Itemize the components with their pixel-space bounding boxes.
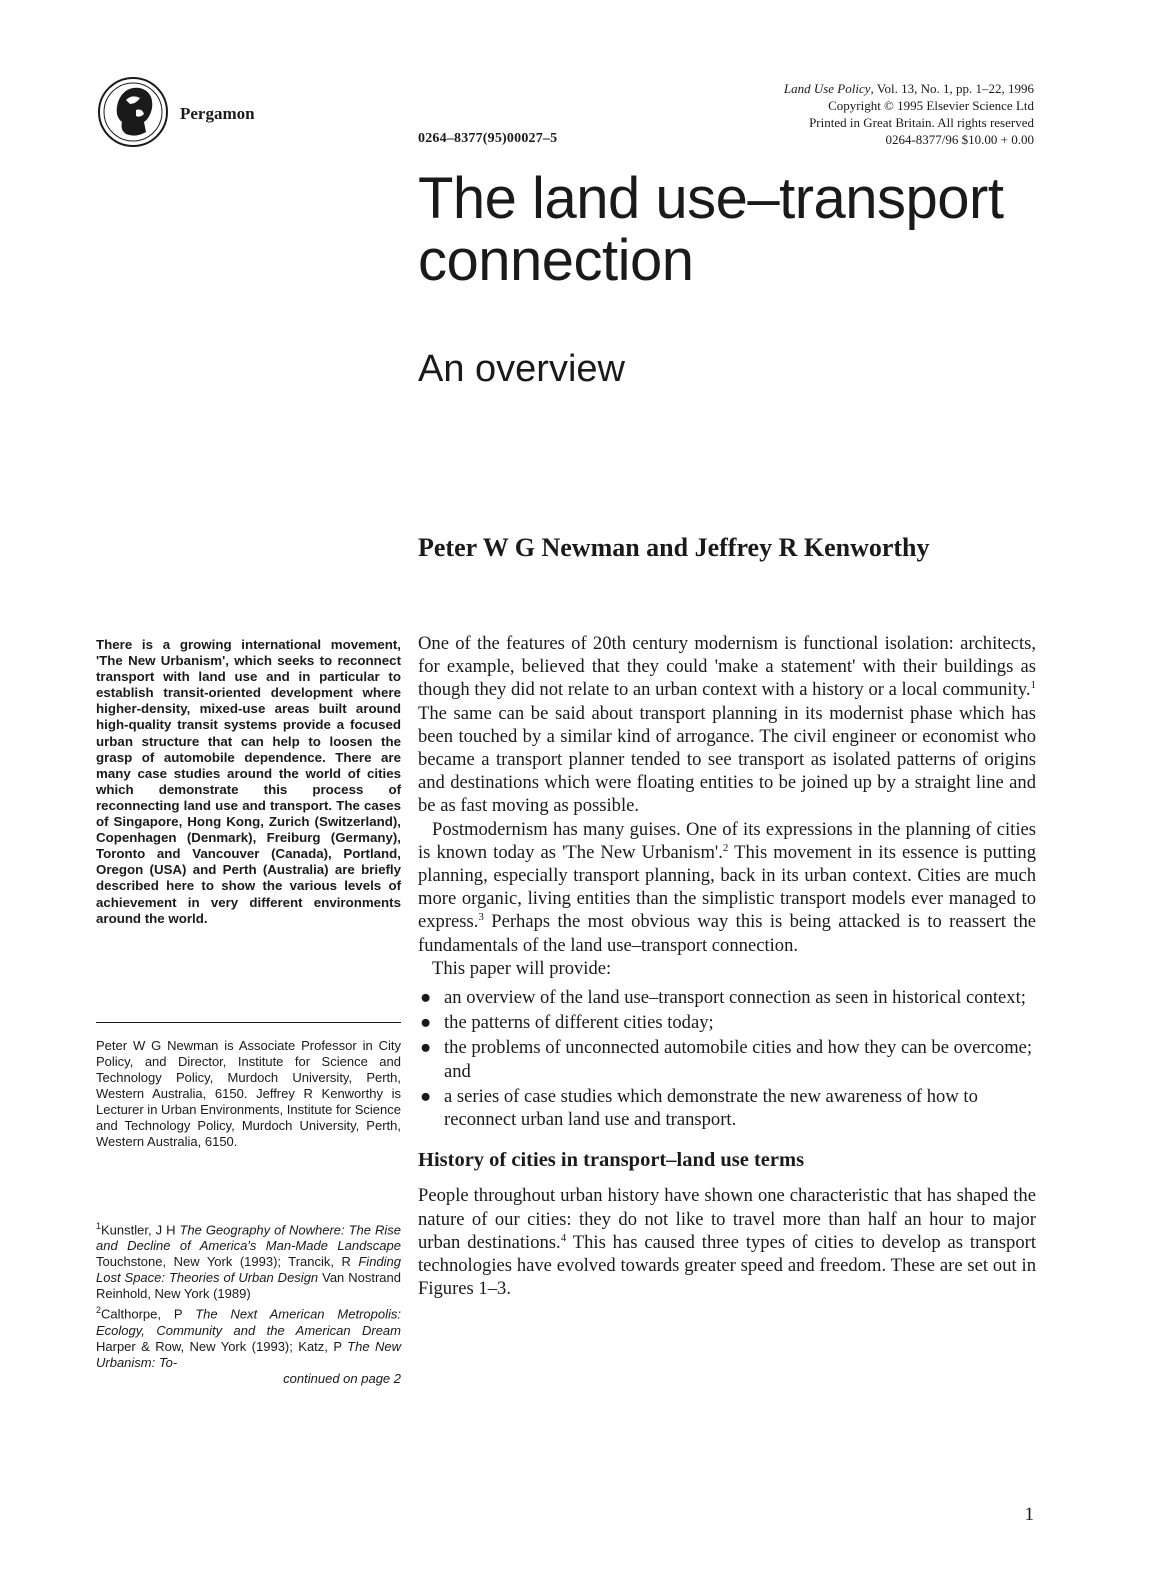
paragraph-2	[418, 818, 1036, 957]
article-subtitle: An overview	[418, 348, 625, 390]
paragraph-text: Perhaps the most obvious way this is being attacked is to reassert the fundamentals of the land use–transport connection.	[418, 911, 1036, 956]
paragraph-text: The same can be said about transport planning in its modernist phase which has been touched by a similar kind of arrogance. The civil engineer or economist who became a transport planner tended to see transport as isolated patterns of origins and destinations which were floating entities to be joined up by a straight line and be as fast moving as possible.	[418, 702, 1036, 817]
author-bio: Peter W G Newman is Associate Professor in City Policy, and Director, Institute for Science and Technology Policy, Murdoch University, Perth, Western Australia, 6150. Jeffrey R Kenworthy is Lecturer in Urban Environments, Institute for Science and Technology Policy, Murdoch University, Perth, Western Australia, 6150.	[96, 1038, 401, 1149]
footnote-book-title: The Next American Metropolis: Ecology, Community and the American Dream	[96, 1306, 401, 1338]
list-item	[418, 1011, 1036, 1034]
page-number: 1	[1024, 1504, 1034, 1525]
list-item	[418, 1036, 1036, 1082]
paragraph-text: This has caused three types of cities to develop as transport technologies have evolved towards greater speed and freedom. These are set out in Figures 1–3.	[418, 1231, 1036, 1300]
bullet-list	[418, 986, 1036, 1131]
footnote-2	[96, 1302, 401, 1386]
continued-note: continued on page 2	[283, 1370, 401, 1386]
paragraph-4	[418, 1184, 1036, 1300]
price-line: 0264-8377/96 $10.00 + 0.00	[885, 132, 1034, 147]
paragraph-1	[418, 632, 1036, 818]
list-item-text: the patterns of different cities today;	[444, 1012, 714, 1034]
bullet-icon: ●	[420, 987, 432, 1009]
footnote-ref: 1	[1030, 679, 1036, 692]
footnote-text: Calthorpe, P	[101, 1306, 196, 1322]
journal-name: Land Use Policy	[783, 81, 871, 96]
footnote-text: Touchstone, New York (1993); Trancik, R	[96, 1254, 359, 1270]
paragraph-text: People throughout urban history have shown one characteristic that has shaped the nature of our cities: they do not like to travel more than half an hour to major urban destinations.	[418, 1185, 1036, 1253]
article-doi: 0264–8377(95)00027–5	[418, 131, 558, 146]
footnote-ref: 3	[478, 911, 484, 924]
list-item	[418, 986, 1036, 1009]
section-heading: History of cities in transport–land use terms	[418, 1149, 805, 1172]
article-title: The land use–transport connection	[418, 166, 1004, 293]
publisher-logo-icon	[96, 72, 170, 152]
body-text	[418, 632, 1036, 1300]
paragraph-3: This paper will provide:	[432, 957, 612, 979]
bullet-icon: ●	[420, 1037, 432, 1059]
copyright-line: Copyright © 1995 Elsevier Science Ltd	[828, 98, 1034, 113]
paragraph-text: One of the features of 20th century modernism is functional isolation: architects, for example, believed that they could 'make a statement' with their buildings as though they did not relate to an urban context with a history or a local community.	[418, 633, 1036, 701]
footnote-number: 2	[96, 1305, 102, 1316]
footnote-book-title: The Geography of Nowhere: The Rise and Decline of America's Man-Made Landscape	[96, 1222, 401, 1254]
footnote-text: Kunstler, J H	[101, 1222, 180, 1238]
list-item-text: a series of case studies which demonstrate the new awareness of how to reconnect urban land use and transport.	[444, 1085, 978, 1131]
footnote-ref: 4	[560, 1231, 567, 1244]
publisher-name: Pergamon	[180, 104, 255, 123]
footnote-book-title: Finding Lost Space: Theories of Urban Design	[96, 1254, 401, 1286]
paragraph-text: Postmodernism has many guises. One of its expressions in the planning of cities is known today as 'The New Urbanism'.	[418, 818, 1036, 863]
paragraph-text: This movement in its essence is putting planning, especially transport planning, back in its urban context. Cities are much more organic, living entities than the simplistic transport models ever managed to express.	[418, 841, 1036, 933]
footnote-ref: 2	[722, 841, 729, 854]
column-divider	[96, 1022, 401, 1023]
bullet-icon: ●	[420, 1085, 432, 1107]
footnote-text: Van Nostrand Reinhold, New York (1989)	[96, 1270, 401, 1302]
list-item-text: the problems of unconnected automobile cities and how they can be overcome; and	[444, 1037, 1033, 1082]
footnote-1	[96, 1218, 401, 1302]
bullet-icon: ●	[420, 1012, 432, 1034]
footnote-text: Harper & Row, New York (1993); Katz, P	[96, 1338, 348, 1354]
printed-line: Printed in Great Britain. All rights reserved	[809, 115, 1034, 130]
article-authors: Peter W G Newman and Jeffrey R Kenworthy	[418, 533, 930, 562]
journal-citation	[784, 80, 1034, 97]
footnote-book-title: The New Urbanism: To-	[96, 1338, 401, 1370]
list-item	[418, 1085, 1036, 1131]
journal-info	[784, 80, 1034, 148]
footnotes	[96, 1218, 401, 1387]
abstract: There is a growing international movement, 'The New Urbanism', which seeks to reconnect transport with land use and in particular to establish transit-oriented development where higher-density, mixed-use areas built around high-quality transit systems provide a focused urban structure that can help to loosen the grasp of automobile dependence. There are many case studies around the world of cities which demonstrate this process of reconnecting land use and transport. The cases of Singapore, Hong Kong, Zurich (Switzerland), Copenhagen (Denmark), Freiburg (Germany), Toronto and Vancouver (Canada), Portland, Oregon (USA) and Perth (Australia) are briefly described here to show the various levels of achievement in very different environments around the world.	[96, 637, 401, 926]
journal-volume: , Vol. 13, No. 1, pp. 1–22, 1996	[870, 81, 1034, 96]
list-item-text: an overview of the land use–transport connection as seen in historical context;	[444, 987, 1026, 1009]
footnote-number: 1	[96, 1221, 102, 1231]
